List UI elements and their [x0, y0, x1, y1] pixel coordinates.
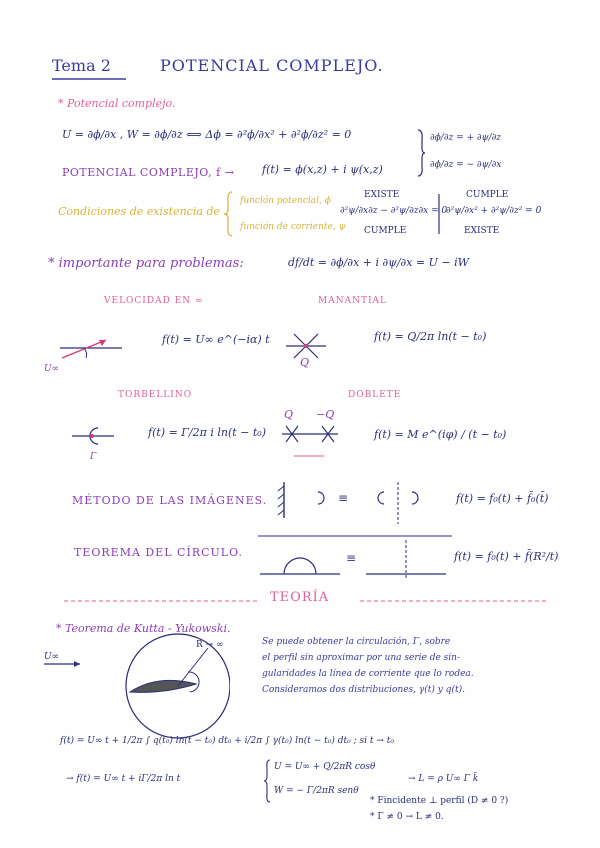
equation-velocity-potential: U = ∂ϕ/∂x , W = ∂ϕ/∂z ⟺ Δϕ = ∂²ϕ/∂x² + ∂²ϕ/∂z² = 0 [62, 128, 352, 141]
important-label: * importante para problemas: [48, 256, 244, 271]
kutta-paragraph [262, 634, 562, 698]
cauchy-riemann-2: ∂ϕ/∂z = − ∂ψ/∂x [430, 160, 502, 170]
manantial-q: Q [300, 356, 310, 369]
tema-underline [50, 76, 130, 82]
brace-left [222, 190, 234, 238]
doublet-diagram [280, 422, 340, 464]
kutta-heading: * Teorema de Kutta - Yukowski. [56, 622, 231, 635]
kutta-equation-1: f(t) = U∞ t + 1/2π ∫ q(t₀) ln(t − t₀) dt₀ + i/2π ∫ γ(t₀) ln(t − t₀) dt₀ ; si t → t₀ [60, 736, 394, 746]
exists-left-bottom: CUMPLE [364, 226, 407, 236]
conditions-stream-function: función de corriente, ψ [240, 222, 346, 232]
manantial-label: MANANTIAL [318, 296, 387, 306]
separator-bar [436, 192, 442, 236]
metodo-label: MÉTODO DE LAS IMÁGENES. [72, 494, 268, 507]
velocidad-equation: f(t) = U∞ e^(−iα) t [162, 333, 270, 346]
kutta-line-3: gularidades la línea de corriente que lo rodea. [262, 669, 474, 679]
svg-text:≡: ≡ [338, 491, 349, 505]
teoria-label: TEORÍA [270, 590, 330, 605]
kutta-line-2: el perfil sin aproximar por una serie de sin- [262, 653, 460, 663]
potencial-complejo-equation: f(t) = ϕ(x,z) + i ψ(x,z) [262, 163, 383, 176]
kutta-u-component: U = U∞ + Q/2πR cosθ [274, 762, 376, 772]
section-potencial-heading: * Potencial complejo. [58, 97, 176, 110]
metodo-equation: f(t) = f₀(t) + f̄₀(t̄) [456, 492, 549, 505]
kutta-equation-2: → f(t) = U∞ t + iΓ/2π ln t [66, 774, 181, 784]
torbellino-equation: f(t) = Γ/2π i ln(t − t₀) [148, 426, 267, 439]
circulo-equation: f(t) = f₀(t) + f̄(R²/t) [454, 550, 559, 563]
kutta-line-1: Se puede obtener la circulación, Γ, sobre [262, 637, 451, 647]
doblete-label: DOBLETE [348, 390, 402, 400]
kutta-w-component: W = − Γ/2πR senθ [274, 786, 359, 796]
conditions-label: Condiciones de existencia de [58, 205, 220, 218]
velocidad-label: VELOCIDAD EN ∞ [104, 296, 204, 306]
exists-left-top: EXISTE [364, 190, 400, 200]
important-equation: df/dt = ∂ϕ/∂x + i ∂ψ/∂x = U − iW [288, 256, 469, 269]
manantial-equation: f(t) = Q/2π ln(t − t₀) [374, 330, 487, 343]
exists-right-equation: ∂²ψ/∂x² + ∂²ψ/∂z² = 0 [446, 206, 542, 216]
kutta-line-4: Consideramos dos distribuciones, γ(t) y q(t). [262, 685, 465, 695]
exists-right-bottom: EXISTE [464, 226, 500, 236]
kutta-r-label: R → ∞ [196, 640, 224, 650]
tema-number: Tema 2 [52, 56, 111, 75]
vortex-diagram [68, 420, 118, 454]
kutta-lift-equation: → L = ρ U∞ Γ k̄ [408, 774, 479, 784]
doblete-q-right: −Q [316, 408, 335, 421]
exists-left-equation: ∂²ψ/∂x∂z − ∂²ψ/∂z∂x = 0 [340, 206, 448, 216]
conditions-potential-function: función potencial, ϕ [240, 196, 331, 206]
potencial-complejo-label: POTENCIAL COMPLEJO, f → [62, 166, 235, 179]
kutta-note-1: * Fincidente ⊥ perfil (D ≠ 0 ?) [370, 796, 509, 806]
svg-text:≡: ≡ [346, 551, 357, 565]
doblete-q-left: Q [284, 408, 294, 421]
circle-theorem-diagram [256, 526, 456, 582]
image-method-diagram [272, 478, 452, 528]
torbellino-gamma: Γ [90, 452, 97, 462]
page-title: POTENCIAL COMPLEJO. [160, 56, 384, 75]
torbellino-label: TORBELLINO [118, 390, 193, 400]
velocity-brace [262, 758, 272, 804]
kutta-uinf: U∞ [44, 652, 60, 662]
exists-right-top: CUMPLE [466, 190, 509, 200]
doblete-equation: f(t) = M e^(iφ) / (t − t₀) [374, 428, 507, 441]
cauchy-riemann-1: ∂ϕ/∂z = + ∂ψ/∂z [430, 133, 502, 143]
kutta-note-2: * Γ ≠ 0 → L ≠ 0. [370, 812, 444, 822]
velocidad-uinf: U∞ [44, 364, 60, 374]
brace-right [416, 128, 426, 178]
circulo-label: TEOREMA DEL CÍRCULO. [74, 546, 243, 559]
